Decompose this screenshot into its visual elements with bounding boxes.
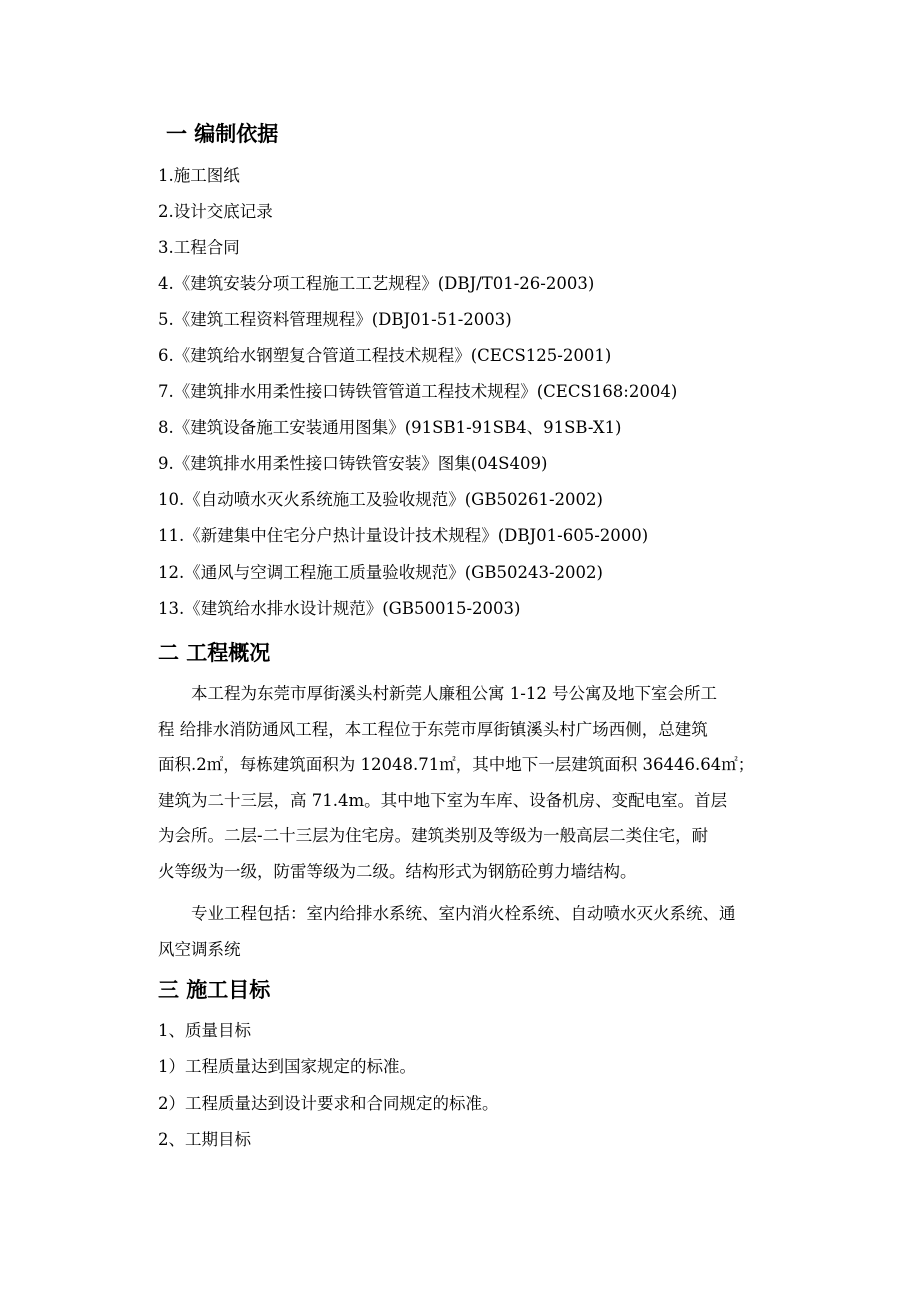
paragraph-line: 程 给排水消防通风工程，本工程位于东莞市厚街镇溪头村广场西侧，总建筑 [158, 719, 708, 739]
list-item: 12.《通风与空调工程施工质量验收规范》(GB50243-2002) [158, 563, 603, 582]
section-heading-basis: 一 编制依据 [166, 122, 279, 146]
paragraph-line: 面积.2㎡，每栋建筑面积为 12048.71㎡，其中地下一层建筑面积 36446.64㎡； [158, 755, 755, 775]
list-item: 4.《建筑安装分项工程施工工艺规程》(DBJ/T01-26-2003) [158, 274, 595, 293]
list-item: 13.《建筑给水排水设计规范》(GB50015-2003) [158, 599, 521, 618]
list-item: 8.《建筑设备施工安装通用图集》(91SB1-91SB4、91SB-X1) [158, 418, 622, 437]
list-item: 1）工程质量达到国家规定的标准。 [158, 1057, 416, 1076]
list-item: 1.施工图纸 [158, 166, 240, 185]
list-item: 11.《新建集中住宅分户热计量设计技术规程》(DBJ01-605-2000) [158, 526, 649, 545]
list-item: 9.《建筑排水用柔性接口铸铁管安装》图集(04S409) [158, 454, 548, 473]
list-item: 2）工程质量达到设计要求和合同规定的标准。 [158, 1094, 499, 1113]
paragraph-line: 火等级为一级，防雷等级为二级。结构形式为钢筋砼剪力墙结构。 [158, 861, 637, 881]
overview-paragraph [158, 676, 818, 890]
paragraph-line: 风空调系统 [158, 939, 241, 959]
section-heading-overview: 二 工程概况 [158, 641, 271, 665]
list-item: 10.《自动喷水灭火系统施工及验收规范》(GB50261-2002) [158, 490, 603, 509]
paragraph-line: 本工程为东莞市厚街溪头村新莞人廉租公寓 1-12 号公寓及地下室会所工 [191, 684, 718, 703]
list-item: 6.《建筑给水钢塑复合管道工程技术规程》(CECS125-2001) [158, 346, 612, 365]
list-item: 2.设计交底记录 [158, 202, 273, 221]
list-item: 7.《建筑排水用柔性接口铸铁管管道工程技术规程》(CECS168:2004) [158, 382, 678, 401]
scope-paragraph [158, 896, 818, 967]
section-heading-goals: 三 施工目标 [158, 978, 271, 1002]
list-item: 1、质量目标 [158, 1021, 251, 1040]
list-item: 3.工程合同 [158, 238, 240, 257]
paragraph-line: 建筑为二十三层，高 71.4m。其中地下室为车库、设备机房、变配电室。首层 [158, 790, 728, 810]
list-item: 5.《建筑工程资料管理规程》(DBJ01-51-2003) [158, 310, 512, 329]
paragraph-line: 为会所。二层-二十三层为住宅房。建筑类别及等级为一般高层二类住宅，耐 [158, 826, 709, 846]
paragraph-line: 专业工程包括：室内给排水系统、室内消火栓系统、自动喷水灭火系统、通 [191, 904, 736, 923]
list-item: 2、工期目标 [158, 1130, 251, 1149]
